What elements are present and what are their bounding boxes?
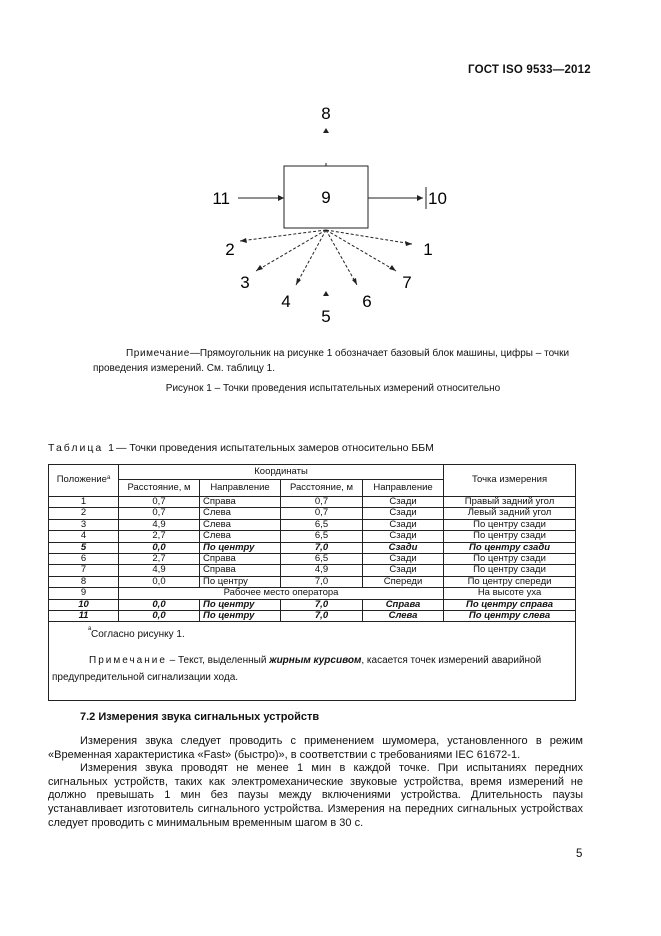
header-position: Положение$^а$ xyxy=(49,465,119,497)
table-footer xyxy=(49,622,576,701)
paragraph: Измерения звука проводят не менее 1 мин в каждой точке. При испытаниях передних сигнальных устройств, таких как электромеханические звуковые устройства, время измерений не должно превышать 1 мин без паузы между включениями устройства. Длительность паузы устанавливает изготовитель сигнального устройства. Измерения на передних сигнальных устройствах следует проводить с минимальным временным шагом в 30 с. xyxy=(48,762,583,829)
section-body xyxy=(48,735,583,830)
measurement-points-figure xyxy=(0,0,661,340)
paragraph: Измерения звука следует проводить с применением шумомера, установленного в режим «Временная характеристика «Fast» (быстро)», в соответствии с требованиями IEC 61672-1. xyxy=(48,735,583,761)
table-note: Примечание – Текст, выделенный жирным курсивом, касается точек измерений аварийной предупредительной сигнализации хода. xyxy=(52,655,542,684)
table-row: 7 4,9 Справа 4,9 Сзади По центру сзади xyxy=(49,565,576,576)
point-label-10: 10 xyxy=(428,189,447,208)
page-number: 5 xyxy=(576,848,583,860)
point-label-3: 3 xyxy=(240,273,250,292)
figure-caption: Рисунок 1 – Точки проведения испытательных измерений относительно xyxy=(165,383,501,394)
header-distance-1: Расстояние, м xyxy=(119,480,200,497)
radial-dashed-arrows xyxy=(240,230,412,285)
point-label-2: 2 xyxy=(225,240,235,259)
table-row: 4 2,7 Слева 6,5 Сзади По центру сзади xyxy=(49,531,576,542)
header-direction-2: Направление xyxy=(363,480,444,497)
point-label-1: 1 xyxy=(423,240,433,259)
header-measurement-point: Точка измерения xyxy=(444,465,576,497)
table-title-text: — Точки проведения испытательных замеров относительно ББМ xyxy=(115,442,434,454)
arrow-up-8 xyxy=(323,128,329,133)
section-heading: 7.2 Измерения звука сигнальных устройств xyxy=(80,711,320,723)
table-row-operator: 9 Рабочее место оператора На высоте уха xyxy=(49,588,576,599)
table-row: 3 4,9 Слева 6,5 Сзади По центру сзади xyxy=(49,519,576,530)
table-row: 6 2,7 Справа 6,5 Сзади По центру сзади xyxy=(49,554,576,565)
figure-note-label: Примечание xyxy=(126,348,190,359)
table-title-label: Таблица 1 xyxy=(48,442,116,454)
point-label-9: 9 xyxy=(321,188,331,207)
point-label-6: 6 xyxy=(362,292,372,311)
table-row: 2 0,7 Слева 0,7 Сзади Левый задний угол xyxy=(49,508,576,519)
point-label-8: 8 xyxy=(321,104,331,123)
point-label-5: 5 xyxy=(321,307,331,326)
point-label-4: 4 xyxy=(281,292,291,311)
table-row-emphasized: 11 0,0 По центру 7,0 Слева По центру слева xyxy=(49,611,576,622)
measurement-points-table xyxy=(48,464,576,701)
table-title xyxy=(48,442,434,454)
table-row: 1 0,7 Справа 0,7 Сзади Правый задний угол xyxy=(49,497,576,508)
header-coordinates: Координаты xyxy=(119,465,444,480)
table-row: 8 0,0 По центру 7,0 Спереди По центру спереди xyxy=(49,576,576,587)
table-row-emphasized: 10 0,0 По центру 7,0 Справа По центру справа xyxy=(49,599,576,610)
point-label-7: 7 xyxy=(402,273,412,292)
header-distance-2: Расстояние, м xyxy=(281,480,363,497)
point-label-11: 11 xyxy=(212,189,230,208)
table-footnote: а Согласно рисунку 1. xyxy=(88,626,185,641)
header-direction-1: Направление xyxy=(200,480,281,497)
table-row-emphasized: 5 0,0 По центру 7,0 Сзади По центру сзади xyxy=(49,542,576,553)
document-code-header: ГОСТ ISO 9533—2012 xyxy=(468,64,591,76)
figure-note-text: —Прямоугольник на рисунке 1 обозначает базовый блок машины, цифры – точки проведения измерений. См. таблицу 1. xyxy=(93,348,570,374)
figure-note xyxy=(93,346,573,376)
